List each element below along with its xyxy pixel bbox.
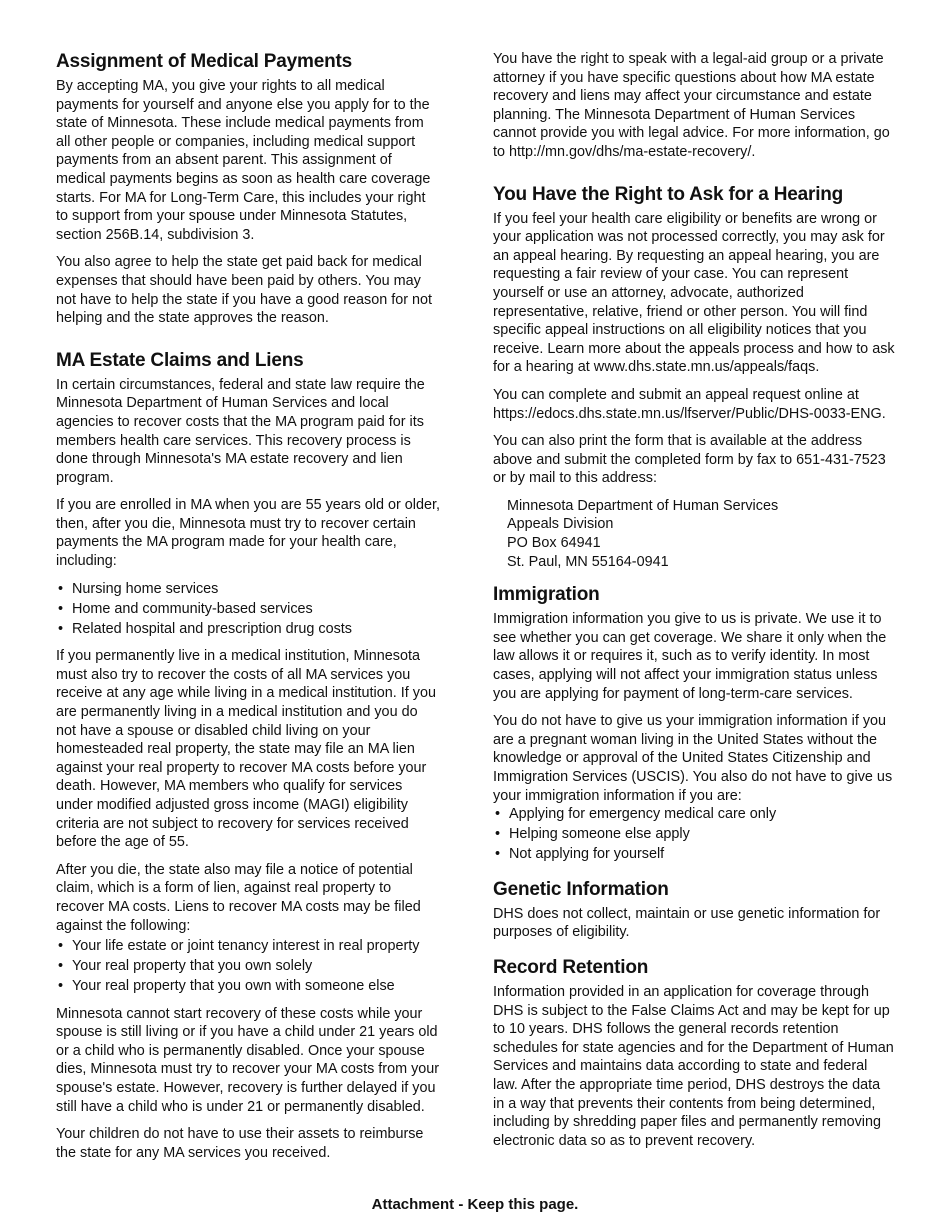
appeals-mailing-address <box>507 497 895 571</box>
address-line: St. Paul, MN 55164-0941 <box>507 553 669 570</box>
hearing-paragraph-1: If you feel your health care eligibility or benefits are wrong or your application was not processed correctly, you may ask for an appeal hearing. By requesting an appeal hearing, you are requesting a fair review of your case. You can represent yourself or use an attorney, advocate, authorized representative, relative, friend or other person. You will find specific appeal instructions on all eligibility notices that you receive. Learn more about the appeals process and how to ask for a hearing at www.dhs.state.mn.us/appeals/faqs. <box>493 210 895 376</box>
estate-heading: MA Estate Claims and Liens <box>56 349 304 371</box>
estate-paragraph-6: Your children do not have to use their assets to reimburse the state for any MA services you received. <box>56 1126 424 1161</box>
assignment-heading: Assignment of Medical Payments <box>56 51 352 72</box>
estate-recovery-list <box>56 580 440 639</box>
list-item: • Your life estate or joint tenancy interest in real property <box>72 937 440 956</box>
address-line: Appeals Division <box>507 516 614 533</box>
list-item: • Your real property that you own with someone else <box>72 977 440 996</box>
list-item: • Your real property that you own solely <box>72 957 440 976</box>
list-item: • Related hospital and prescription drug costs <box>72 620 440 639</box>
hearing-section <box>493 183 895 572</box>
right-column <box>493 50 895 1159</box>
left-column <box>56 50 440 1171</box>
legal-aid-section <box>493 50 895 162</box>
estate-paragraph-2: If you are enrolled in MA when you are 55 years old or older, then, after you die, Minnesota must try to recover certain payments the MA program made for your health care, including: <box>56 497 440 570</box>
estate-paragraph-3: If you permanently live in a medical institution, Minnesota must also try to recover the costs of all MA services you receive at any age while living in a medical institution. If you are permanently living in a medical institution and you do not have a spouse or disabled child living on your homesteaded real property, the state may file an MA lien against your real property to recover MA costs before your death. However, MA members who qualify for services under modified adjusted gross income (MAGI) eligibility criteria are not subject to recovery for services received before the age of 55. <box>56 648 436 851</box>
assignment-paragraph-1: By accepting MA, you give your rights to all medical payments for yourself and anyone else you apply for to the state of Minnesota. These include medical payments from all other people or companies, including medical support payments from an absent parent. This assignment of medical payments begins as soon as health care coverage starts. For MA for Long-Term Care, this includes your right to support from your spouse under Minnesota Statutes, section 256B.14, subdivision 3. <box>56 78 431 243</box>
estate-lien-list <box>56 937 440 996</box>
immigration-list <box>493 805 895 864</box>
hearing-paragraph-2: You can complete and submit an appeal request online at https://edocs.dhs.state.mn.us/lfserver/Public/DHS-0033-ENG. <box>493 386 886 422</box>
page-footer: Attachment - Keep this page. <box>371 1196 579 1213</box>
estate-section <box>56 349 440 1163</box>
retention-paragraph: Information provided in an application for coverage through DHS is subject to the False Claims Act and may be kept for up to 10 years. DHS follows the general records retention schedules for state agencies and for the Department of Human Services and maintains data according to state and federal law. After the appropriate time period, DHS destroys the data in a way that prevents their contents from being determined, including by shredding paper files and permanently removing electronic data so as to prevent recovery. <box>493 983 894 1149</box>
genetic-paragraph: DHS does not collect, maintain or use genetic information for purposes of eligibility. <box>493 905 881 941</box>
estate-paragraph-4: After you die, the state also may file a notice of potential claim, which is a form of lien, against real property to recover MA costs. Liens to recover MA costs may be filed against the following: <box>56 861 421 934</box>
list-item: • Not applying for yourself <box>509 845 895 864</box>
estate-paragraph-5: Minnesota cannot start recovery of these costs while your spouse is still living or if you have a child under 21 years old or a child who is permanently disabled. Once your spouse dies, Minnesota must try to recover your MA costs from your spouse's estate. However, recovery is further delayed if you still have a child who is under 21 or permanently disabled. <box>56 1005 440 1115</box>
estate-paragraph-1: In certain circumstances, federal and state law require the Minnesota Department of Human Services and local agencies to recover costs that the MA program paid for its members health care services. This recovery process is done through Minnesota's MA estate recovery and lien program. <box>56 376 425 486</box>
address-line: Minnesota Department of Human Services <box>507 497 779 514</box>
immigration-section <box>493 583 895 864</box>
address-line: PO Box 64941 <box>507 535 601 552</box>
hearing-paragraph-3: You can also print the form that is available at the address above and submit the completed form by fax to 651-431-7523 or by mail to this address: <box>493 433 886 487</box>
list-item: • Nursing home services <box>72 580 440 599</box>
genetic-section <box>493 878 895 942</box>
retention-section <box>493 956 895 1150</box>
assignment-section <box>56 50 440 328</box>
list-item: • Home and community-based services <box>72 600 440 619</box>
immigration-paragraph-2: You do not have to give us your immigration information if you are a pregnant woman living in the United States without the knowledge or approval of the United States Citizenship and Immigration Services (USCIS). You also do not have to give us your immigration information if you are: <box>493 713 893 804</box>
list-item: • Applying for emergency medical care only <box>509 805 895 824</box>
immigration-heading: Immigration <box>493 584 600 606</box>
assignment-paragraph-2: You also agree to help the state get paid back for medical expenses that should have been paid by others. You may not have to help the state if you have a good reason for not helping and the state approves the reason. <box>56 254 433 327</box>
legal-aid-paragraph: You have the right to speak with a legal-aid group or a private attorney if you have specific questions about how MA estate recovery and liens may affect your circumstance and estate planning. The Minnesota Department of Human Services cannot provide you with legal advice. For more information, go to http://mn.gov/dhs/ma-estate-recovery/. <box>493 51 890 160</box>
list-item: • Helping someone else apply <box>509 825 895 844</box>
genetic-heading: Genetic Information <box>493 878 669 900</box>
retention-heading: Record Retention <box>493 956 649 978</box>
immigration-paragraph-1: Immigration information you give to us is private. We use it to see whether you can get coverage. We share it only when the law allows it or requires it, such as to verify identity. In most cases, applying will not affect your immigration status unless you are applying for payment of long-term-care services. <box>493 611 887 702</box>
hearing-heading: You Have the Right to Ask for a Hearing <box>493 183 844 205</box>
